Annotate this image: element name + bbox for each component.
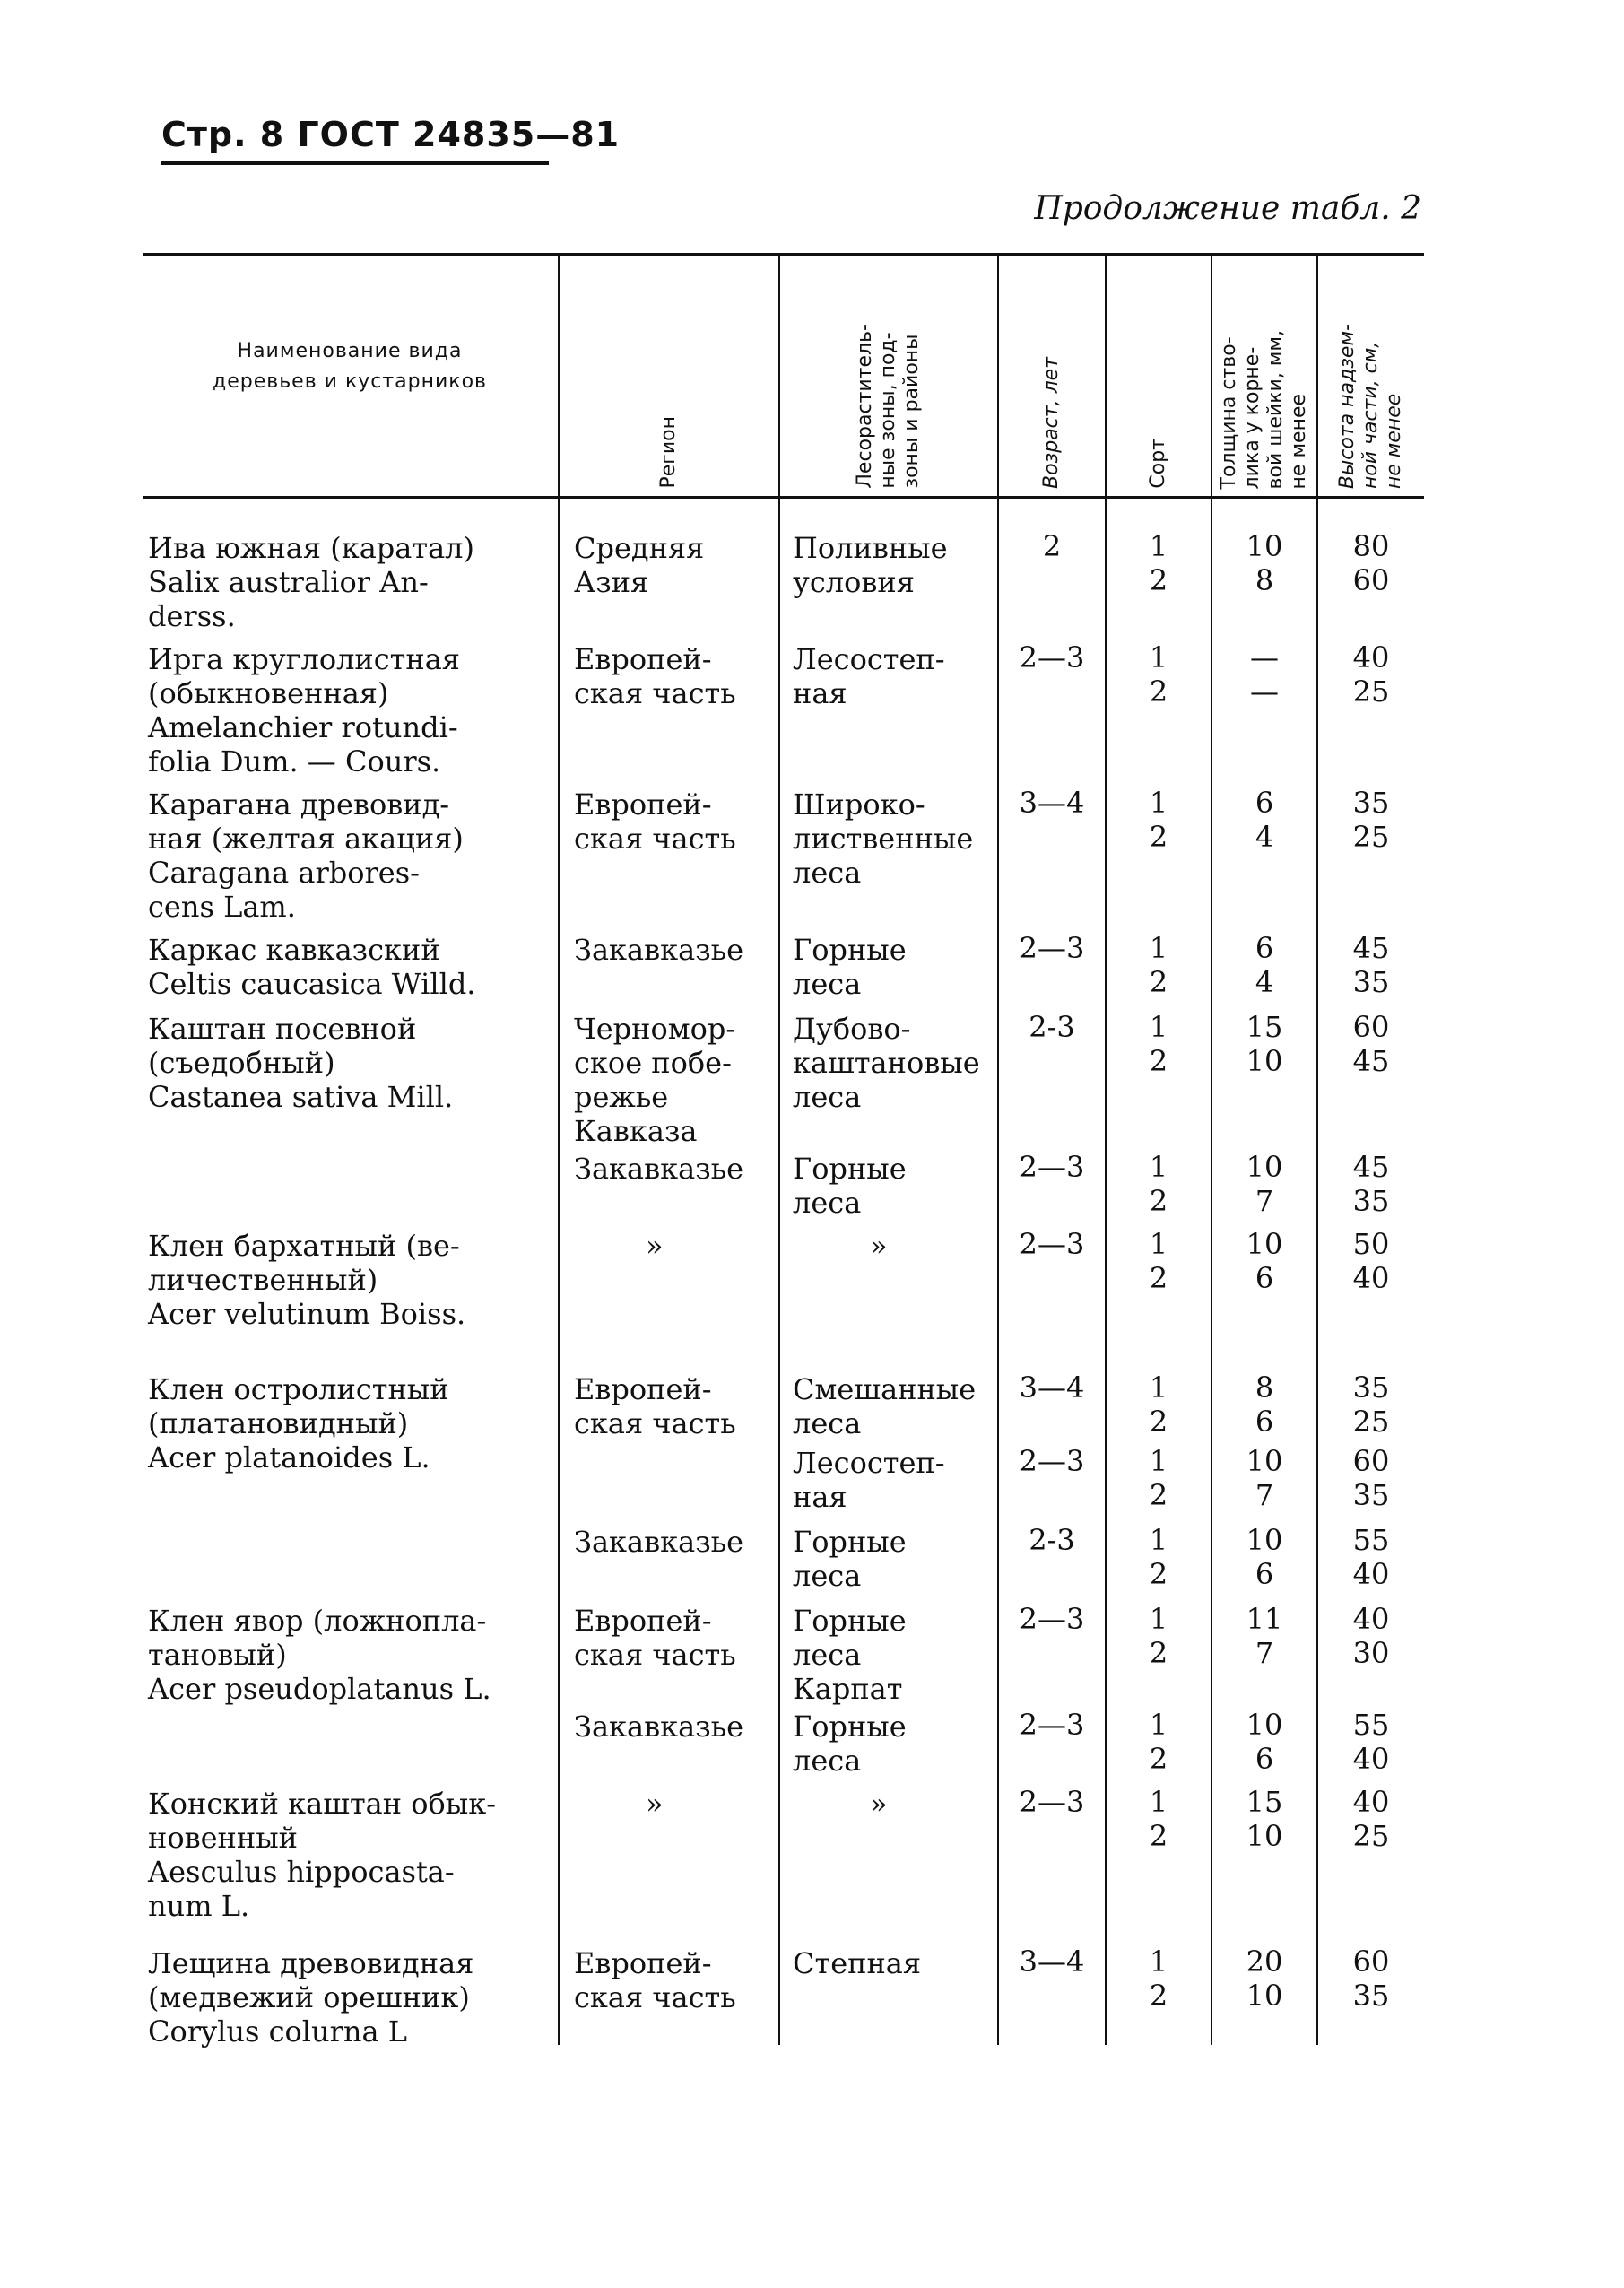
column-header-age: Возраст, лет (1040, 356, 1063, 489)
cell-region: Закавказье (574, 933, 743, 967)
cell-region: Европей- ская часть (574, 642, 736, 710)
column-divider (1316, 253, 1318, 2045)
column-header-zones-cell (780, 260, 997, 489)
cell-region: Закавказье (574, 1152, 743, 1186)
cell-region: Закавказье (574, 1525, 743, 1559)
table-continuation-caption: Продолжение табл. 2 (1034, 190, 1421, 227)
cell-thickness: 15 10 (1246, 1010, 1283, 1078)
column-header-thickness-cell (1212, 260, 1316, 489)
cell-thickness: 8 6 (1255, 1370, 1274, 1439)
cell-name: Ирга круглолистная (обыкновенная) Amelanchier rotundi- folia Dum. — Cours. (148, 642, 460, 779)
cell-height: 40 25 (1352, 1785, 1390, 1853)
column-header-name: Наименование вида деревьев и кустарников (212, 340, 488, 393)
cell-zone-ditto: » (870, 1787, 888, 1821)
cell-thickness: 20 10 (1246, 1944, 1283, 2013)
cell-name: Клен остролистный (платановидный) Acer platanoides L. (148, 1372, 449, 1475)
cell-age: 2—3 (1019, 1708, 1085, 1742)
cell-grade: 1 2 (1149, 1523, 1168, 1591)
cell-zone-ditto: » (870, 1229, 888, 1263)
cell-region: Черномор- ское побе- режье Кавказа (574, 1012, 736, 1148)
cell-age: 2-3 (1029, 1010, 1075, 1044)
cell-grade: 1 2 (1149, 1602, 1168, 1670)
cell-grade: 1 2 (1149, 1444, 1168, 1512)
cell-grade: 1 2 (1149, 1708, 1168, 1776)
cell-region: Европей- ская часть (574, 787, 736, 856)
cell-zone: Степная (793, 1946, 922, 1980)
cell-region-ditto: » (646, 1787, 664, 1821)
cell-name: Клен явор (ложнопла- тановый) Acer pseudoplatanus L. (148, 1604, 491, 1706)
cell-height: 35 25 (1352, 1370, 1390, 1439)
cell-grade: 1 2 (1149, 1785, 1168, 1853)
cell-name: Ива южная (каратал) Salix australior An- derss. (148, 531, 474, 633)
cell-grade: 1 2 (1149, 1150, 1168, 1218)
cell-thickness: 10 8 (1246, 529, 1283, 597)
cell-grade: 1 2 (1149, 1370, 1168, 1439)
cell-grade: 1 2 (1149, 1010, 1168, 1078)
cell-age: 3—4 (1019, 1944, 1085, 1979)
cell-grade: 1 2 (1149, 786, 1168, 854)
cell-height: 60 35 (1352, 1944, 1390, 2013)
cell-grade: 1 2 (1149, 1227, 1168, 1295)
cell-height: 45 35 (1352, 1150, 1390, 1218)
cell-age: 2—3 (1019, 1150, 1085, 1184)
cell-name: Каркас кавказский Celtis caucasica Willd. (148, 933, 476, 1001)
cell-thickness: 10 7 (1246, 1150, 1283, 1218)
cell-name: Лещина древовидная (медвежий орешник) Corylus colurna L (148, 1946, 474, 2049)
cell-thickness: 10 6 (1246, 1708, 1283, 1776)
cell-thickness: — — (1250, 640, 1279, 709)
cell-thickness: 6 4 (1255, 786, 1274, 854)
cell-height: 40 25 (1352, 640, 1390, 709)
cell-age: 2—3 (1019, 1227, 1085, 1261)
column-header-region-cell (560, 260, 778, 489)
cell-zone: Смешанные леса (793, 1372, 977, 1440)
cell-height: 35 25 (1352, 786, 1390, 854)
cell-region: Средняя Азия (574, 531, 705, 599)
cell-thickness: 10 6 (1246, 1227, 1283, 1295)
cell-height: 45 35 (1352, 931, 1390, 999)
header-rule (161, 161, 549, 165)
cell-grade: 1 2 (1149, 529, 1168, 597)
cell-zone: Дубово- каштановые леса (793, 1012, 980, 1114)
cell-zone: Горные леса (793, 933, 907, 1001)
cell-name: Каштан посевной (съедобный) Castanea sativa Mill. (148, 1012, 454, 1114)
column-header-zones: Лесораститель- ные зоны, под- зоны и районы (854, 324, 923, 489)
column-header-region: Регион (657, 416, 680, 489)
cell-zone: Горные леса (793, 1709, 907, 1778)
column-divider (558, 253, 560, 2045)
cell-thickness: 10 6 (1246, 1523, 1283, 1591)
column-header-height: Высота надзем- ной части, см, не менее (1336, 323, 1405, 489)
cell-height: 40 30 (1352, 1602, 1390, 1670)
cell-name: Карагана древовид- ная (желтая акация) Caragana arbores- cens Lam. (148, 787, 464, 924)
cell-region-ditto: » (646, 1229, 664, 1263)
cell-thickness: 10 7 (1246, 1444, 1283, 1512)
cell-age: 2 (1042, 529, 1062, 563)
cell-zone: Поливные условия (793, 531, 948, 599)
cell-zone: Горные леса (793, 1152, 907, 1220)
column-divider (1211, 253, 1212, 2045)
table-header-rule (143, 496, 1424, 499)
cell-zone: Лесостеп- ная (793, 1446, 945, 1514)
cell-age: 2—3 (1019, 1602, 1085, 1636)
table-top-rule (143, 253, 1424, 256)
column-header-height-cell (1318, 260, 1424, 489)
cell-height: 55 40 (1352, 1523, 1390, 1591)
cell-height: 60 45 (1352, 1010, 1390, 1078)
cell-region: Европей- ская часть (574, 1372, 736, 1440)
cell-zone: Горные леса Карпат (793, 1604, 907, 1706)
cell-thickness: 15 10 (1246, 1785, 1283, 1853)
cell-age: 2—3 (1019, 1785, 1085, 1819)
cell-age: 3—4 (1019, 786, 1085, 820)
cell-thickness: 6 4 (1255, 931, 1274, 999)
cell-age: 2-3 (1029, 1523, 1075, 1557)
cell-grade: 1 2 (1149, 1944, 1168, 2013)
cell-zone: Лесостеп- ная (793, 642, 945, 710)
cell-region: Европей- ская часть (574, 1946, 736, 2014)
column-header-thickness: Толщина ство- лика у корне- вой шейки, мм, не менее (1218, 329, 1310, 489)
cell-thickness: 11 7 (1246, 1602, 1283, 1670)
cell-region: Европей- ская часть (574, 1604, 736, 1672)
cell-height: 60 35 (1352, 1444, 1390, 1512)
cell-zone: Горные леса (793, 1525, 907, 1593)
cell-age: 2—3 (1019, 1444, 1085, 1478)
cell-zone: Широко- лиственные леса (793, 787, 974, 890)
cell-height: 50 40 (1352, 1227, 1390, 1295)
column-header-grade-cell (1107, 260, 1211, 489)
cell-age: 2—3 (1019, 640, 1085, 674)
cell-region: Закавказье (574, 1709, 743, 1744)
column-divider (997, 253, 999, 2045)
cell-grade: 1 2 (1149, 640, 1168, 709)
column-header-age-cell (999, 260, 1105, 489)
cell-height: 55 40 (1352, 1708, 1390, 1776)
column-header-grade: Сорт (1147, 439, 1169, 489)
cell-height: 80 60 (1352, 529, 1390, 597)
page-header: Стр. 8 ГОСТ 24835—81 (161, 115, 621, 154)
cell-age: 2—3 (1019, 931, 1085, 965)
column-divider (1105, 253, 1107, 2045)
cell-name: Конский каштан обык- новенный Aesculus hippocasta- num L. (148, 1787, 497, 1923)
cell-name: Клен бархатный (ве- личественный) Acer velutinum Boiss. (148, 1229, 466, 1331)
cell-age: 3—4 (1019, 1370, 1085, 1405)
cell-grade: 1 2 (1149, 931, 1168, 999)
column-divider (778, 253, 780, 2045)
